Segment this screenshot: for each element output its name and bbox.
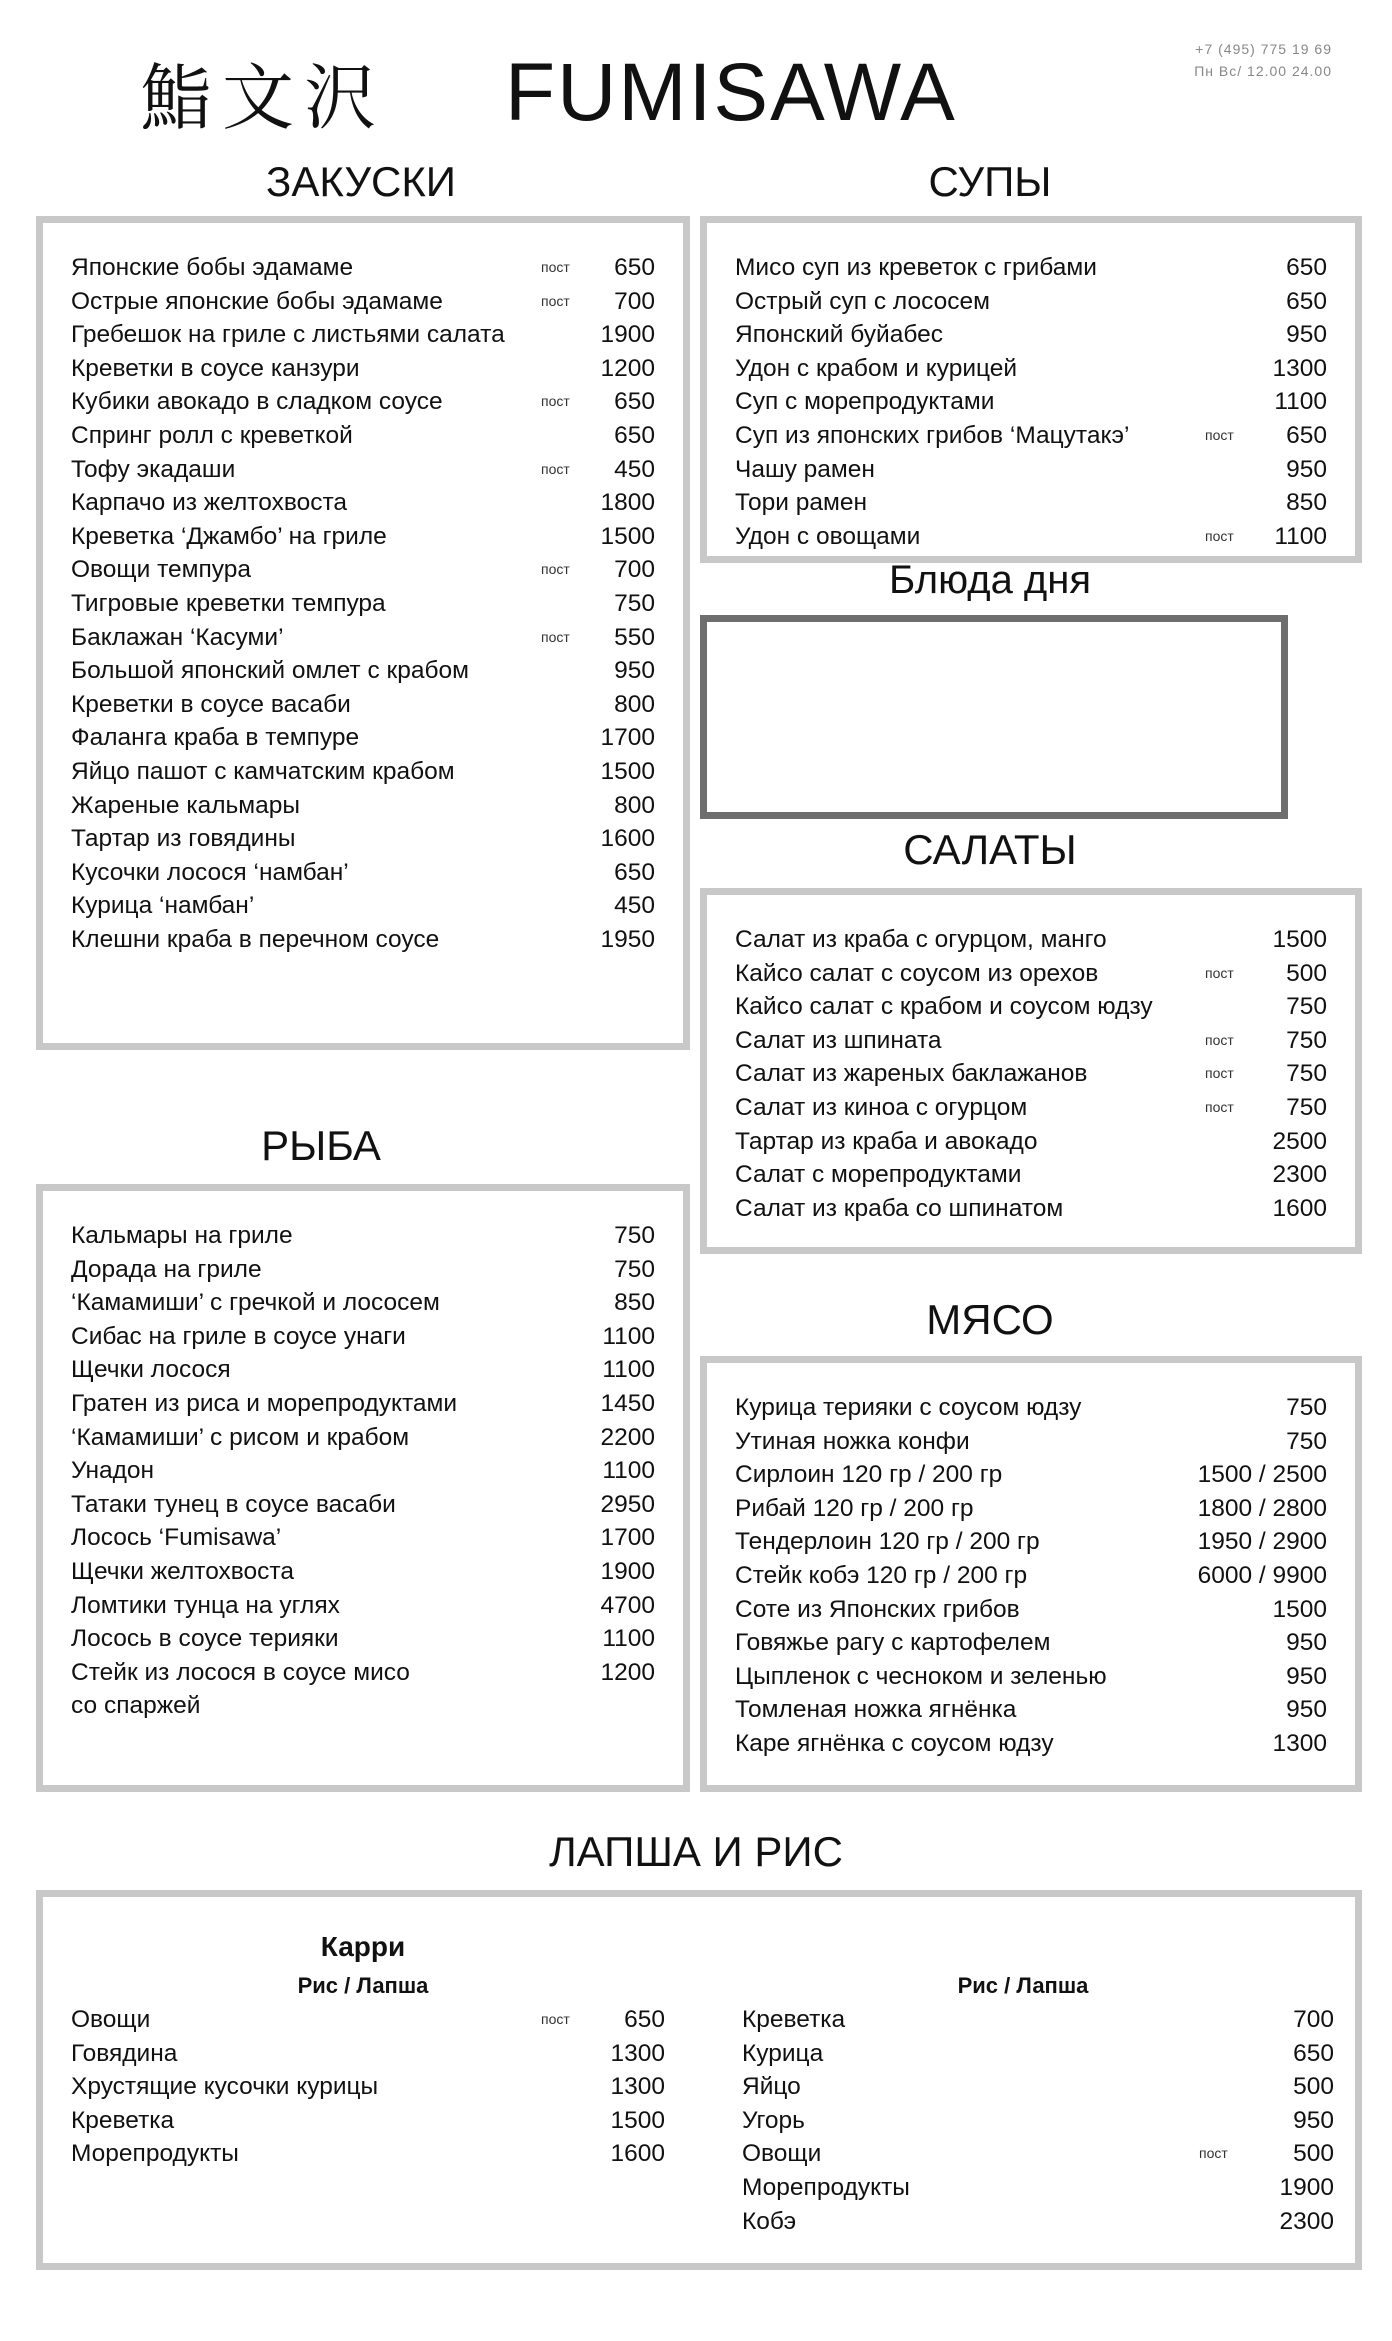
menu-item-price: 1500 [600, 757, 655, 785]
menu-item-price: 950 [1286, 1662, 1327, 1690]
menu-item-name: Говядина [71, 2039, 178, 2067]
menu-item-price: 950 [1286, 321, 1327, 349]
menu-item-price: 1200 [600, 1658, 655, 1686]
menu-item-price: 1700 [600, 1524, 655, 1552]
menu-item [71, 553, 655, 587]
menu-item [71, 352, 655, 386]
menu-item-name: Ломтики тунца на углях [71, 1591, 340, 1619]
menu-item [71, 621, 655, 655]
phone-number: +7 (495) 775 19 69 [1195, 41, 1332, 57]
menu-item-name: Щечки лосося [71, 1356, 231, 1384]
menu-item-price: 1300 [1272, 354, 1327, 382]
menu-item-name: Сибас на гриле в соусе унаги [71, 1322, 406, 1350]
lenten-tag: пост [1205, 1098, 1234, 1115]
menu-item-price: 2300 [1272, 1161, 1327, 1189]
menu-item-price: 450 [614, 455, 655, 483]
menu-item-price: 800 [614, 690, 655, 718]
menu-item [735, 1057, 1327, 1091]
menu-item-name: Острый суп с лососем [735, 287, 990, 315]
menu-item [735, 1593, 1327, 1627]
menu-item [742, 2171, 1334, 2205]
menu-item [735, 1158, 1327, 1192]
menu-item-name: Салат из жареных баклажанов [735, 1060, 1088, 1088]
menu-item-name: Гребешок на гриле с листьями салата [71, 321, 505, 349]
menu-item-name: Креветка ‘Джамбо’ на гриле [71, 522, 387, 550]
menu-item [742, 2003, 1334, 2037]
lenten-tag: пост [541, 561, 570, 578]
section-title-salaty: САЛАТЫ [903, 826, 1077, 873]
menu-item [71, 1320, 655, 1354]
menu-item-name: Кубики авокадо в сладком соусе [71, 388, 443, 416]
menu-item [735, 318, 1327, 352]
menu-item-name: Большой японский омлет с крабом [71, 657, 469, 685]
menu-item [735, 923, 1327, 957]
menu-item [71, 1656, 655, 1690]
logo-kanji: 鮨文沢 [140, 56, 387, 140]
menu-item-name: Гратен из риса и морепродуктами [71, 1389, 458, 1417]
menu-item-name: Креветка [71, 2106, 175, 2134]
menu-item-price: 1900 [600, 321, 655, 349]
menu-item [742, 2104, 1334, 2138]
menu-item [735, 1727, 1327, 1761]
menu-item [71, 2137, 665, 2171]
menu-item-name: ‘Камамиши’ с гречкой и лососем [71, 1289, 440, 1317]
menu-item [71, 1421, 655, 1455]
menu-item [71, 1387, 655, 1421]
menu-item-name: Японский буйабес [735, 321, 943, 349]
menu-item [735, 520, 1327, 554]
lenten-tag: пост [541, 460, 570, 477]
menu-item [71, 2003, 665, 2037]
lenten-tag: пост [1205, 964, 1234, 981]
menu-item-name: Стейк кобэ 120 гр / 200 гр [735, 1561, 1028, 1589]
menu-item-name: Томленая ножка ягнёнка [735, 1696, 1017, 1724]
menu-item-price: 650 [1286, 421, 1327, 449]
menu-item-name: Кусочки лосося ‘намбан’ [71, 858, 349, 886]
menu-item-price: 1300 [610, 2039, 665, 2067]
menu-item-name: Креветка [742, 2006, 846, 2033]
menu-item [71, 1353, 655, 1387]
section-salaty [700, 888, 1362, 1254]
menu-item-price: 1950 [600, 925, 655, 953]
menu-item-name: Салат из киноа с огурцом [735, 1093, 1028, 1121]
menu-item-price: 650 [614, 858, 655, 886]
menu-item-name: Говяжье рагу с картофелем [735, 1629, 1051, 1657]
menu-item-name: Яйцо [742, 2073, 801, 2101]
menu-item-price: 750 [614, 589, 655, 617]
menu-item [735, 1091, 1327, 1125]
menu-item-price: 1950 / 2900 [1197, 1528, 1327, 1556]
menu-item-name: Тендерлоин 120 гр / 200 гр [735, 1528, 1040, 1556]
menu-item-name: Кайсо салат с соусом из орехов [735, 959, 1099, 987]
menu-item-price: 1800 / 2800 [1197, 1494, 1327, 1522]
lenten-tag: пост [1205, 1031, 1234, 1048]
menu-item-price: 850 [614, 1289, 655, 1317]
menu-item-price: 950 [1286, 1629, 1327, 1657]
menu-list-rice-noodle [742, 2003, 1334, 2238]
menu-item-price: 1500 / 2500 [1197, 1461, 1327, 1489]
menu-item-price: 950 [1286, 455, 1327, 483]
menu-item-price: 1450 [600, 1389, 655, 1417]
menu-item-name: Яйцо пашот с камчатским крабом [71, 757, 455, 785]
menu-item-price: 650 [614, 254, 655, 281]
menu-item [71, 1689, 655, 1723]
section-lapsha [36, 1890, 1362, 2270]
menu-item [71, 318, 655, 352]
menu-item-name: Баклажан ‘Касуми’ [71, 623, 284, 651]
menu-item-price: 6000 / 9900 [1197, 1561, 1327, 1589]
menu-item-name: Каре ягнёнка с соусом юдзу [735, 1729, 1054, 1757]
menu-item [71, 385, 655, 419]
curry-heading: Карри [320, 1931, 406, 1962]
contact-info [1194, 38, 1332, 82]
menu-item-price: 1100 [602, 1625, 655, 1653]
menu-item [71, 755, 655, 789]
menu-item-price: 750 [1286, 993, 1327, 1021]
menu-item-name: Курица [742, 2039, 824, 2067]
menu-item [735, 1492, 1327, 1526]
section-ryba [36, 1184, 690, 1792]
menu-item-name: Карпачо из желтохвоста [71, 489, 348, 517]
menu-item-name: Стейк из лосося в соусе мисо [71, 1658, 410, 1686]
menu-item [735, 990, 1327, 1024]
menu-item-price: 500 [1293, 2073, 1334, 2101]
menu-item-name: Тофу экадаши [71, 455, 236, 483]
menu-item-name: Креветки в соусе канзури [71, 354, 360, 382]
menu-item-price: 1600 [600, 825, 655, 853]
menu-item-name: Мисо суп из креветок с грибами [735, 254, 1097, 281]
menu-item [742, 2137, 1334, 2171]
menu-item-name: Татаки тунец в соусе васаби [71, 1490, 396, 1518]
menu-item-name: Дорада на гриле [71, 1255, 262, 1283]
menu-item-name: Удон с крабом и курицей [735, 354, 1018, 382]
menu-item-name: Спринг ролл с креветкой [71, 421, 353, 449]
menu-list-myaso [735, 1391, 1327, 1761]
menu-item-price: 1300 [1272, 1729, 1327, 1757]
menu-item [71, 789, 655, 823]
menu-item [735, 1192, 1327, 1226]
menu-item-price: 700 [614, 287, 655, 315]
menu-item [71, 654, 655, 688]
menu-item [71, 1521, 655, 1555]
menu-item-name: Овощи темпура [71, 556, 251, 584]
menu-item [742, 2205, 1334, 2239]
menu-item-price: 1900 [1279, 2173, 1334, 2201]
menu-item [71, 587, 655, 621]
menu-item-name: Курица ‘намбан’ [71, 892, 255, 920]
lenten-tag: пост [1205, 527, 1234, 544]
menu-item-name: Суп из японских грибов ‘Мацутакэ’ [735, 421, 1130, 449]
menu-item-price: 950 [1293, 2106, 1334, 2134]
menu-item-name: Щечки желтохвоста [71, 1557, 294, 1585]
menu-item-price: 2950 [600, 1490, 655, 1518]
menu-item-price: 650 [1286, 287, 1327, 315]
menu-item-name: Лосось в соусе терияки [71, 1625, 339, 1653]
menu-item [735, 385, 1327, 419]
menu-item [71, 1622, 655, 1656]
menu-item-name: Салат из краба с огурцом, манго [735, 926, 1107, 953]
menu-item-name: Салат из краба со шпинатом [735, 1194, 1064, 1222]
menu-item [71, 923, 655, 957]
menu-item [735, 251, 1327, 285]
menu-item [71, 419, 655, 453]
menu-item-name: Угорь [742, 2106, 805, 2134]
section-title-zakuski: ЗАКУСКИ [266, 158, 456, 205]
menu-item-name: Японские бобы эдамаме [71, 254, 354, 281]
menu-item-price: 1300 [610, 2073, 665, 2101]
menu-item [71, 1253, 655, 1287]
menu-item-price: 1100 [1274, 522, 1327, 550]
menu-item-name: Тигровые креветки темпура [71, 589, 386, 617]
menu-item-name: Салат с морепродуктами [735, 1161, 1022, 1189]
menu-item-name: Унадон [71, 1457, 155, 1485]
menu-item-name: Лосось ‘Fumisawa’ [71, 1524, 282, 1552]
menu-item [735, 1559, 1327, 1593]
section-title-supy: СУПЫ [928, 158, 1052, 205]
menu-item [735, 486, 1327, 520]
menu-item-name: Острые японские бобы эдамаме [71, 287, 443, 315]
menu-item-price: 500 [1293, 2140, 1334, 2168]
menu-item [735, 1660, 1327, 1694]
menu-item-name: Кобэ [742, 2207, 797, 2235]
menu-list-curry [71, 2003, 665, 2171]
menu-item-price: 1500 [610, 2106, 665, 2134]
menu-item-price: 1100 [602, 1356, 655, 1384]
section-zakuski [36, 216, 690, 1050]
menu-item-price: 1200 [600, 354, 655, 382]
menu-item [71, 1589, 655, 1623]
menu-item-name: Соте из Японских грибов [735, 1595, 1020, 1623]
menu-item-price: 650 [1293, 2039, 1334, 2067]
menu-item-name: Тартар из краба и авокадо [735, 1127, 1038, 1155]
menu-item [735, 1525, 1327, 1559]
section-title-dish-of-day: Блюда дня [888, 558, 1092, 602]
menu-list-zakuski [71, 251, 655, 956]
menu-item [742, 2037, 1334, 2071]
menu-item-name: Суп с морепродуктами [735, 388, 995, 416]
menu-item-name: Удон с овощами [735, 522, 921, 550]
section-supy [700, 216, 1362, 563]
menu-item-price: 650 [624, 2006, 665, 2033]
menu-item-price: 1900 [600, 1557, 655, 1585]
menu-item [735, 1391, 1327, 1425]
menu-item [71, 1286, 655, 1320]
menu-item-price: 1600 [610, 2140, 665, 2168]
menu-item-price: 1600 [1272, 1194, 1327, 1222]
section-title-myaso: МЯСО [926, 1296, 1054, 1343]
menu-item [71, 688, 655, 722]
menu-item-name: Курица терияки с соусом юдзу [735, 1394, 1082, 1421]
menu-item-price: 2300 [1279, 2207, 1334, 2235]
menu-item [735, 1425, 1327, 1459]
menu-list-supy [735, 251, 1327, 553]
menu-item [735, 1125, 1327, 1159]
rice-noodle-subheading: Рис / Лапша [957, 1973, 1089, 1998]
menu-item-price: 650 [614, 388, 655, 416]
menu-item-name: Чашу рамен [735, 455, 875, 483]
section-title-lapsha: ЛАПША И РИС [549, 1828, 843, 1875]
menu-item [71, 721, 655, 755]
menu-item-price: 750 [614, 1222, 655, 1249]
section-myaso [700, 1356, 1362, 1792]
menu-item-price: 700 [614, 556, 655, 584]
menu-item-price: 650 [1286, 254, 1327, 281]
menu-item-name: Кальмары на гриле [71, 1222, 293, 1249]
menu-item [735, 1626, 1327, 1660]
menu-item-price: 1100 [602, 1322, 655, 1350]
menu-item-name: Клешни краба в перечном соусе [71, 925, 440, 953]
menu-item [735, 1024, 1327, 1058]
menu-item [735, 1458, 1327, 1492]
menu-item [735, 1693, 1327, 1727]
lenten-tag: пост [1205, 426, 1234, 443]
menu-item-price: 750 [1286, 1060, 1327, 1088]
lenten-tag: пост [1205, 1065, 1234, 1082]
menu-item-price: 650 [614, 421, 655, 449]
curry-subheading: Рис / Лапша [297, 1973, 429, 1998]
menu-item-price: 1700 [600, 724, 655, 752]
menu-item-name: Сирлоин 120 гр / 200 гр [735, 1461, 1003, 1489]
menu-item [71, 856, 655, 890]
menu-item-name: Морепродукты [71, 2140, 239, 2168]
menu-item [71, 2104, 665, 2138]
menu-item-name: Морепродукты [742, 2173, 910, 2201]
brand-name: FUMISAWA [505, 47, 957, 138]
menu-item [71, 822, 655, 856]
lenten-tag: пост [1199, 2145, 1228, 2162]
lenten-tag: пост [541, 259, 570, 275]
menu-item-price: 1500 [1272, 1595, 1327, 1623]
menu-item [71, 251, 655, 285]
menu-item-price: 750 [1286, 1427, 1327, 1455]
menu-item-name: Рибай 120 гр / 200 гр [735, 1494, 974, 1522]
menu-item-name: Креветки в соусе васаби [71, 690, 351, 718]
menu-list-salaty [735, 923, 1327, 1225]
lenten-tag: пост [541, 292, 570, 309]
menu-item-price: 450 [614, 892, 655, 920]
menu-item [71, 1488, 655, 1522]
menu-item-price: 850 [1286, 489, 1327, 517]
lenten-tag: пост [541, 393, 570, 410]
menu-item [71, 1555, 655, 1589]
menu-item-price: 1100 [602, 1457, 655, 1485]
menu-item-price: 1100 [1274, 388, 1327, 416]
menu-item [71, 1219, 655, 1253]
section-title-ryba: РЫБА [261, 1122, 381, 1169]
menu-item-name: ‘Камамиши’ с рисом и крабом [71, 1423, 410, 1451]
menu-item [71, 2070, 665, 2104]
menu-item-price: 750 [1286, 1093, 1327, 1121]
menu-item-price: 500 [1286, 959, 1327, 987]
menu-item-price: 1800 [600, 489, 655, 517]
menu-item [735, 419, 1327, 453]
menu-item-price: 2500 [1272, 1127, 1327, 1155]
menu-item-price: 1500 [600, 522, 655, 550]
menu-item [735, 285, 1327, 319]
menu-item-name: Тори рамен [735, 489, 868, 517]
menu-item-name: Хрустящие кусочки курицы [71, 2073, 379, 2101]
menu-item-name: Тартар из говядины [71, 825, 296, 853]
menu-item-name: Салат из шпината [735, 1026, 942, 1054]
menu-item-name: Кайсо салат с крабом и соусом юдзу [735, 993, 1153, 1021]
menu-item-name: Овощи [71, 2006, 151, 2033]
menu-item-price: 700 [1293, 2006, 1334, 2033]
lenten-tag: пост [541, 2011, 570, 2027]
menu-item-price: 4700 [600, 1591, 655, 1619]
menu-item-price: 950 [1286, 1696, 1327, 1724]
menu-item [71, 889, 655, 923]
menu-item [735, 957, 1327, 991]
menu-item [71, 1454, 655, 1488]
menu-item-price: 800 [614, 791, 655, 819]
menu-item-price: 1500 [1272, 926, 1327, 953]
menu-item-price: 550 [614, 623, 655, 651]
menu-item-name: Жареные кальмары [71, 791, 300, 819]
menu-list-ryba [71, 1219, 655, 1723]
menu-item-price: 950 [614, 657, 655, 685]
menu-item-name: Цыпленок с чесноком и зеленью [735, 1662, 1107, 1690]
menu-item [71, 2037, 665, 2071]
menu-item-price: 750 [1286, 1394, 1327, 1421]
menu-item [71, 453, 655, 487]
menu-item-price: 750 [614, 1255, 655, 1283]
menu-item [742, 2070, 1334, 2104]
menu-item-name: Фаланга краба в темпуре [71, 724, 360, 752]
menu-item-name: со спаржей [71, 1692, 201, 1720]
menu-item [735, 352, 1327, 386]
menu-item-name: Утиная ножка конфи [735, 1427, 970, 1455]
lenten-tag: пост [541, 628, 570, 645]
opening-hours: Пн Вс/ 12.00 24.00 [1194, 63, 1332, 79]
dish-of-day-box [700, 615, 1288, 819]
menu-item [71, 486, 655, 520]
menu-item [735, 453, 1327, 487]
menu-item-price: 2200 [600, 1423, 655, 1451]
menu-item-name: Овощи [742, 2140, 822, 2168]
menu-item [71, 285, 655, 319]
menu-item [71, 520, 655, 554]
menu-item-price: 750 [1286, 1026, 1327, 1054]
